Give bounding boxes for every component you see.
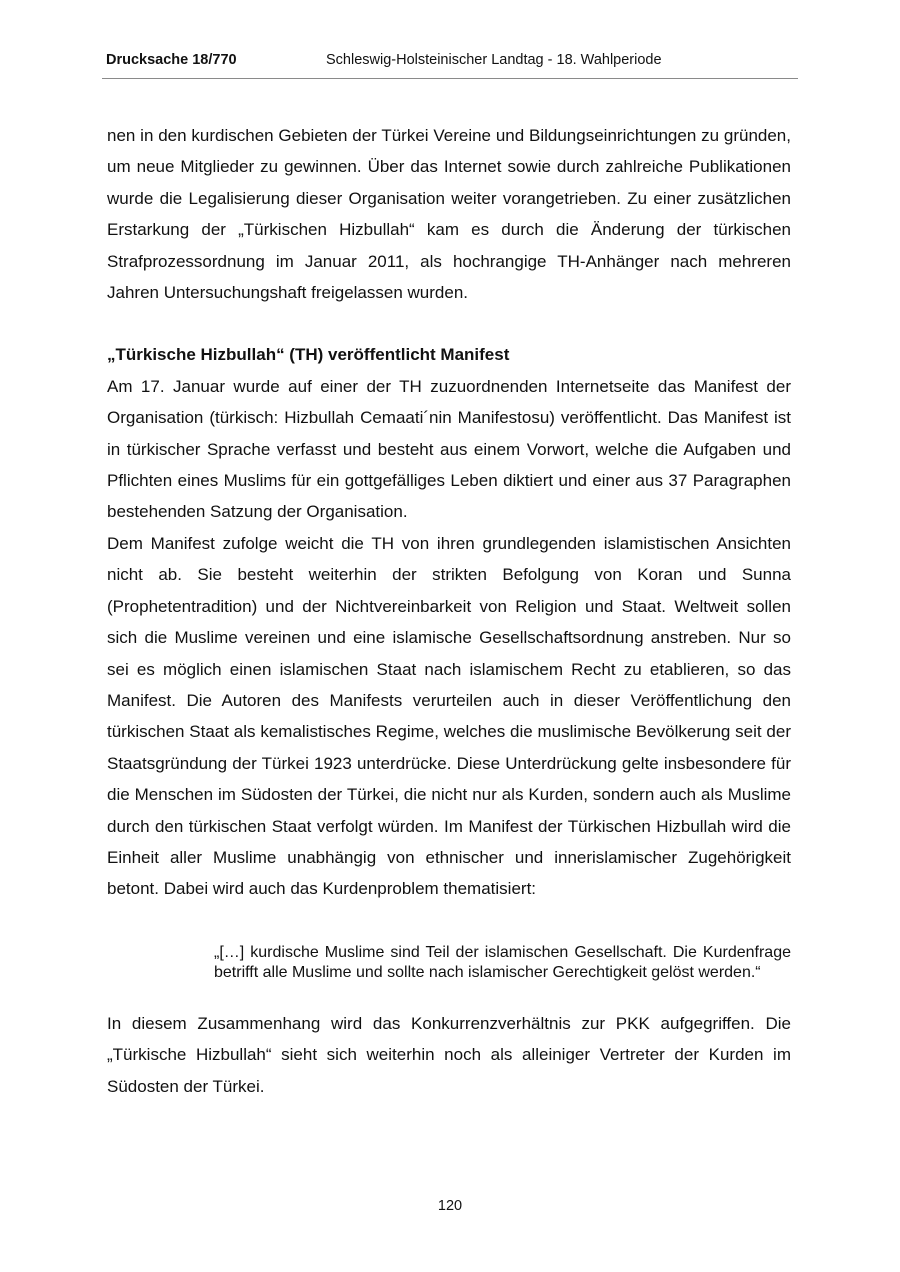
- paragraph-pkk-rivalry: In diesem Zusammenhang wird das Konkurrenzverhältnis zur PKK aufgegriffen. Die „Türkische Hizbullah“ sieht sich weiterhin noch als alleiniger Vertreter der Kurden im Südosten der Türkei.: [107, 1013, 791, 1096]
- paragraph-manifest-content: Dem Manifest zufolge weicht die TH von ihren grundlegenden islamistischen Ansichten nicht ab. Sie besteht weiterhin der strikten Befolgung von Koran und Sunna (Prophetentradition) und der Nichtvereinbarkeit von Religion und Staat. Weltweit sollen sich die Muslime vereinen und eine islamische Gesellschaftsordnung anstreben. Nur so sei es möglich einen islamischen Staat nach islamischem Recht zu etablieren, so das Manifest. Die Autoren des Manifests verurteilen auch in dieser Veröffentlichung den türkischen Staat als kemalistisches Regime, welches die muslimische Bevölkerung seit der Staatsgründung der Türkei 1923 unterdrücke. Diese Unterdrückung gelte insbesondere für die Menschen im Südosten der Türkei, die nicht nur als Kurden, sondern auch als Muslime durch den türkischen Staat verfolgt würden. Im Manifest der Türkischen Hizbullah wird die Einheit aller Muslime unabhängig von ethnischer und innerislamischer Zugehörigkeit betont. Dabei wird auch das Kurdenproblem thematisiert:: [107, 533, 791, 899]
- parliament-title: Schleswig-Holsteinischer Landtag - 18. Wahlperiode: [326, 52, 662, 68]
- document-body: [107, 120, 791, 1102]
- paragraph-continuation: nen in den kurdischen Gebieten der Türkei Vereine und Bildungseinrichtungen zu gründen, um neue Mitglieder zu gewinnen. Über das Internet sowie durch zahlreiche Publikationen wurde die Legalisierung dieser Organisation weiter vorangetrieben. Zu einer zusätzlichen Erstarkung der „Türkischen Hizbullah“ kam es durch die Änderung der türkischen Strafprozessordnung im Januar 2011, als hochrangige TH-Anhänger nach mehreren Jahren Untersuchungshaft freigelassen wurden.: [107, 126, 791, 303]
- section-heading: „Türkische Hizbullah“ (TH) veröffentlicht Manifest: [107, 345, 510, 365]
- page-header: [102, 52, 798, 79]
- paragraph-manifest-publication: Am 17. Januar wurde auf einer der TH zuzuordnenden Internetseite das Manifest der Organisation (türkisch: Hizbullah Cemaati´nin Manifestosu) veröffentlicht. Das Manifest ist in türkischer Sprache verfasst und besteht aus einem Vorwort, welche die Aufgaben und Pflichten eines Muslims für ein gottgefälliges Leben diktiert und einer aus 37 Paragraphen bestehenden Satzung der Organisation.: [107, 376, 791, 522]
- page-number: 120: [437, 1198, 463, 1214]
- block-quote: „[…] kurdische Muslime sind Teil der islamischen Gesellschaft. Die Kurdenfrage betrifft alle Muslime und sollte nach islamischer Gerechtigkeit gelöst werden.“: [214, 943, 791, 982]
- document-number: Drucksache 18/770: [106, 52, 237, 68]
